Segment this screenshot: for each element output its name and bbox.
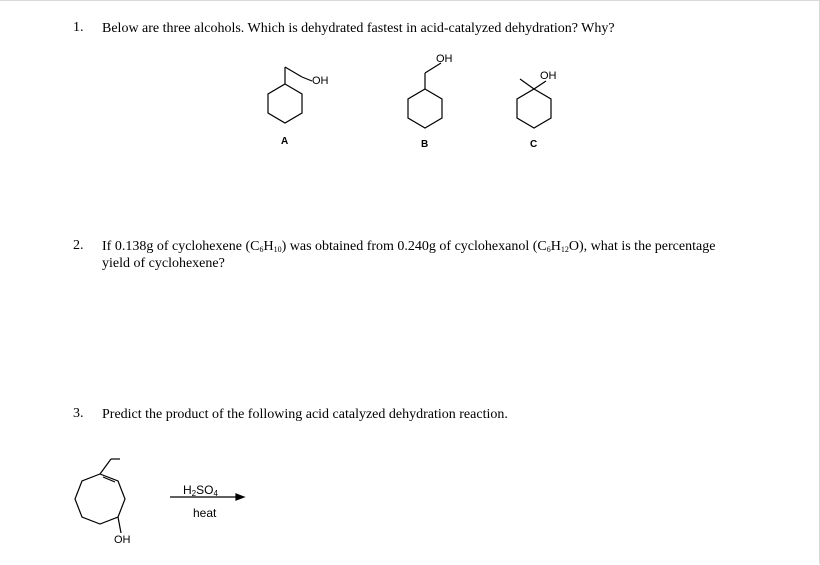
question-3-text: Predict the product of the following acid catalyzed dehydration reaction. xyxy=(102,407,508,422)
structure-b-label: B xyxy=(421,139,429,150)
question-2-line-1: If 0.138g of cyclohexene $(C_6H_{10})$ was obtained from 0.240g of cyclohexanol $(C_6H_{12}O)$, what is the percentage xyxy=(102,239,716,254)
question-2-line-2: yield of cyclohexene? xyxy=(102,256,225,271)
question-2-number: 2. xyxy=(73,238,84,253)
reagent-acid: $H_2SO_4$ xyxy=(183,483,218,498)
question-3-number: 3. xyxy=(73,406,84,421)
reactant-oh-label: OH xyxy=(114,534,131,546)
structure-c-label: C xyxy=(530,139,538,150)
structure-a-oh-label: OH xyxy=(312,75,329,87)
reaction-arrow xyxy=(0,1,820,565)
structure-b-oh-label: OH xyxy=(436,53,453,65)
reagent-heat: heat xyxy=(193,506,217,520)
question-1-text: Below are three alcohols. Which is dehydrated fastest in acid-catalyzed dehydration? Why? xyxy=(102,21,615,36)
question-1-number: 1. xyxy=(73,20,84,35)
structure-a-label: A xyxy=(281,136,289,147)
structure-c-oh-label: OH xyxy=(540,70,557,82)
